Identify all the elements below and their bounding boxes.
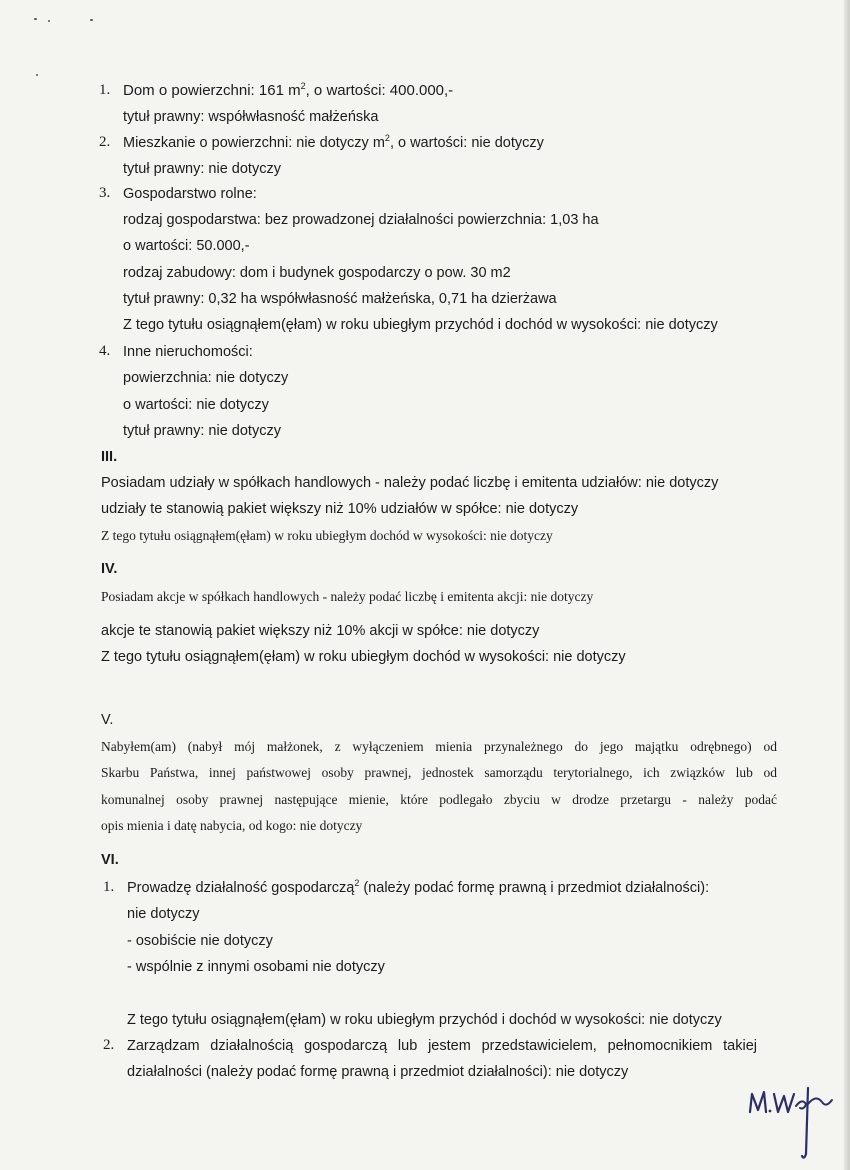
- business-income-line: Z tego tytułu osiągnąłem(ęłam) w roku ubiegłym przychód i dochód w wysokości: nie dotyczy: [127, 1012, 722, 1028]
- scan-speck: [48, 20, 50, 22]
- item-number: 2.: [103, 1037, 115, 1053]
- farm-type-line: rodzaj gospodarstwa: bez prowadzonej działalności powierzchnia: 1,03 ha: [123, 212, 599, 228]
- acquisition-line: Skarbu Państwa, innej państwowej osoby prawnej, jednostek samorządu terytorialnego, ich związków lub od: [101, 765, 777, 780]
- section-heading-iv: IV.: [101, 561, 118, 577]
- farm-buildings-line: rodzaj zabudowy: dom i budynek gospodarczy o pow. 30 m2: [123, 265, 511, 281]
- business-joint-line: - wspólnie z innymi osobami nie dotyczy: [127, 959, 385, 975]
- farm-heading-line: Gospodarstwo rolne:: [123, 186, 257, 202]
- management-line: Zarządzam działalnością gospodarczą lub jestem przedstawicielem, pełnomocnikiem takiej: [127, 1038, 757, 1054]
- house-title-line: tytuł prawny: współwłasność małżeńska: [123, 109, 379, 125]
- scan-speck: [90, 19, 93, 21]
- apartment-area-line: Mieszkanie o powierzchni: nie dotyczy $m^2$, o wartości: nie dotyczy: [123, 133, 544, 151]
- scan-speck: [36, 74, 38, 76]
- business-personal-line: - osobiście nie dotyczy: [127, 933, 273, 949]
- farm-value-line: o wartości: 50.000,-: [123, 238, 250, 254]
- business-value-line: nie dotyczy: [127, 906, 200, 922]
- farm-income-line: Z tego tytułu osiągnąłem(ęłam) w roku ubiegłym przychód i dochód w wysokości: nie dotyczy: [123, 317, 718, 333]
- shares-percent-line: udziały te stanowią pakiet większy niż 10% udziałów w spółce: nie dotyczy: [101, 501, 579, 517]
- item-number: 2.: [99, 134, 111, 150]
- stock-percent-line: akcje te stanowią pakiet większy niż 10% akcji w spółce: nie dotyczy: [101, 623, 540, 639]
- item-number: 1.: [103, 879, 115, 895]
- acquisition-line: Nabyłem(am) (nabył mój małżonek, z wyłączeniem mienia przynależnego do jego majątku odrębnego) od: [101, 739, 777, 754]
- acquisition-line: komunalnej osoby prawnej następujące mienie, które podlegało zbyciu w drodze przetargu - należy podać: [101, 792, 777, 807]
- acquisition-line: opis mienia i datę nabycia, od kogo: nie dotyczy: [101, 818, 363, 833]
- other-property-area: powierzchnia: nie dotyczy: [123, 370, 289, 386]
- other-property-heading: Inne nieruchomości:: [123, 344, 253, 360]
- shares-income-line: Z tego tytułu osiągnąłem(ęłam) w roku ubiegłym dochód w wysokości: nie dotyczy: [101, 528, 553, 543]
- stock-line: Posiadam akcje w spółkach handlowych - należy podać liczbę i emitenta akcji: nie dotyczy: [101, 589, 594, 604]
- stock-income-line: Z tego tytułu osiągnąłem(ęłam) w roku ubiegłym dochód w wysokości: nie dotyczy: [101, 649, 626, 665]
- section-heading-vi: VI.: [101, 852, 119, 868]
- management-line: działalności (należy podać formę prawną i przedmiot działalności): nie dotyczy: [127, 1064, 629, 1080]
- business-line: Prowadzę działalność gospodarczą$^2$ (należy podać formę prawną i przedmiot działalności):: [127, 878, 710, 896]
- section-heading-v: V.: [101, 712, 114, 728]
- signature: [742, 1080, 842, 1160]
- section-heading-iii: III.: [101, 449, 118, 465]
- item-number: 3.: [99, 185, 111, 201]
- shares-line: Posiadam udziały w spółkach handlowych - należy podać liczbę i emitenta udziałów: nie dotyczy: [101, 475, 719, 491]
- apartment-title-line: tytuł prawny: nie dotyczy: [123, 161, 281, 177]
- page-edge-shadow: [844, 0, 850, 1170]
- item-number: 4.: [99, 343, 111, 359]
- house-area-line: Dom o powierzchni: 161 $m^2$, o wartości: 400.000,-: [123, 81, 454, 99]
- farm-title-line: tytuł prawny: 0,32 ha współwłasność małżeńska, 0,71 ha dzierżawa: [123, 291, 557, 307]
- other-property-value: o wartości: nie dotyczy: [123, 397, 269, 413]
- other-property-title: tytuł prawny: nie dotyczy: [123, 423, 281, 439]
- scan-speck: [34, 18, 37, 20]
- item-number: 1.: [99, 82, 111, 98]
